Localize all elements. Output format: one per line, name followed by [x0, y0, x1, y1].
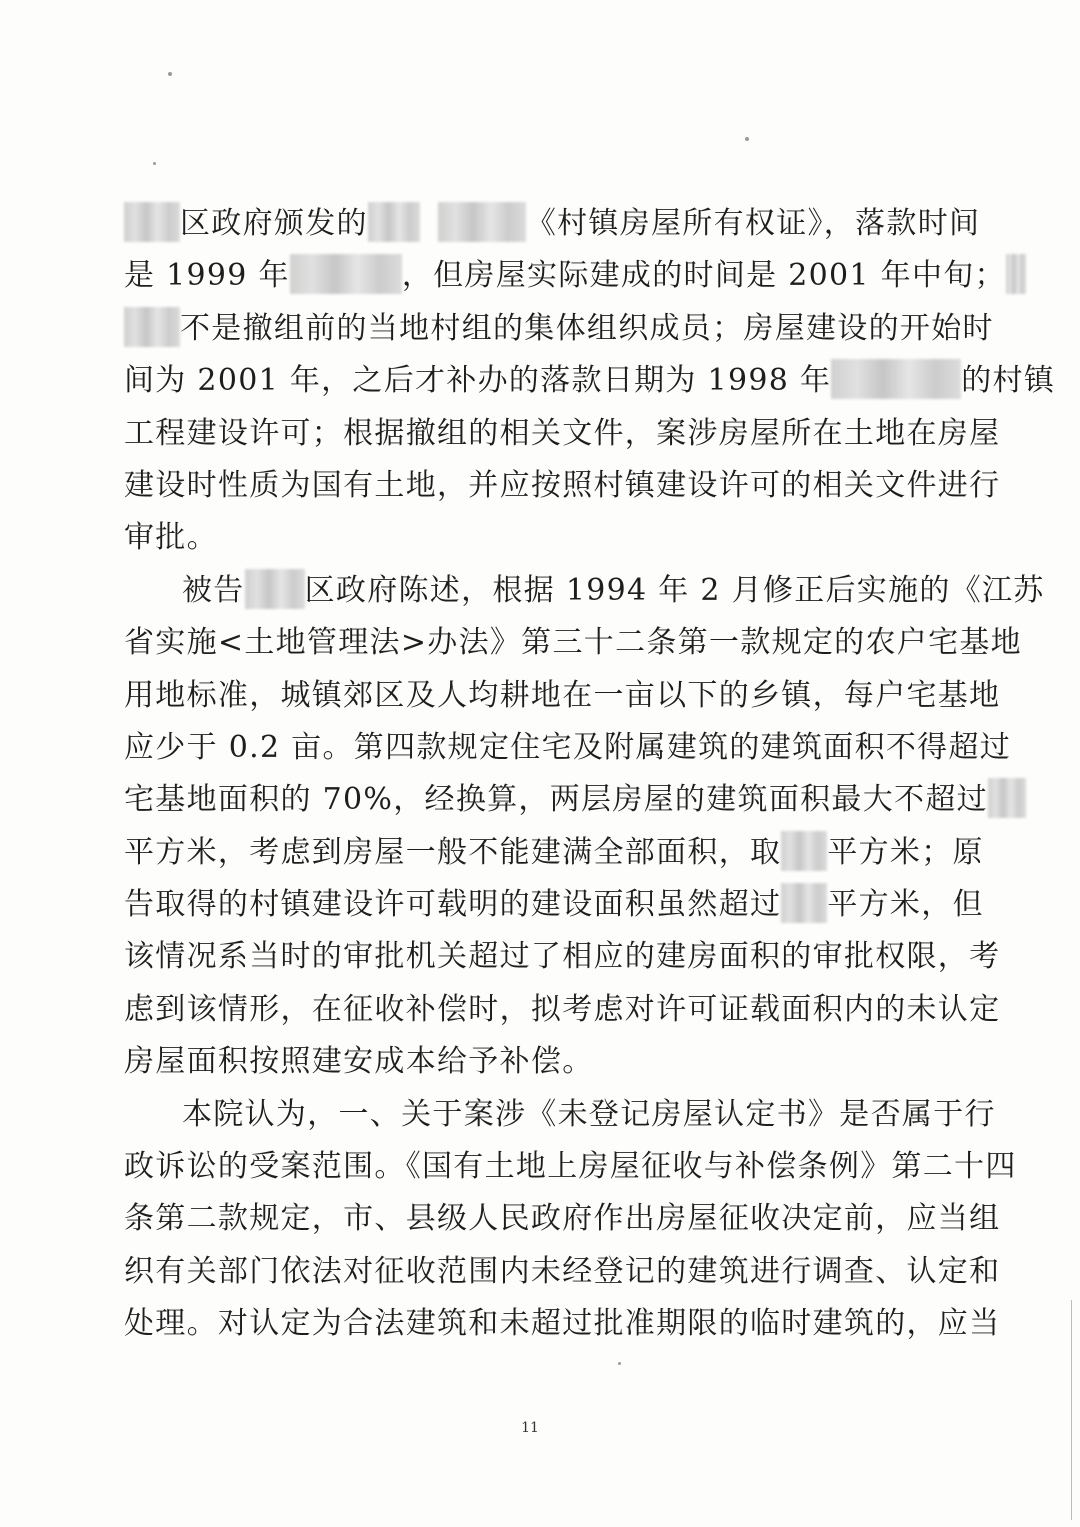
- text-line: [124, 617, 1022, 669]
- text-segment: 平方米；原: [827, 834, 984, 870]
- text-segment: 该情况系当时的审批机关超过了相应的建房面积的审批权限，考: [124, 939, 1001, 975]
- text-segment: 房屋面积按照建安成本给予补偿。: [124, 1044, 594, 1080]
- text-line: [124, 1036, 944, 1088]
- text-line: [124, 303, 994, 355]
- text-segment: 《村镇房屋所有权证》，落款时间: [525, 206, 981, 241]
- text-segment: 应少于 0.2 亩。第四款规定住宅及附属建筑的建筑面积不得超过: [124, 729, 1012, 765]
- redaction-block: [1006, 254, 1026, 294]
- text-segment: 告取得的村镇建设许可载明的建设面积虽然超过: [124, 887, 782, 923]
- text-segment: 织有关部门依法对征收范围内未经登记的建筑进行调查、认定和: [124, 1253, 1001, 1289]
- text-segment: 建设时性质为国有土地，并应按照村镇建设许可的相关文件进行: [124, 467, 1001, 503]
- text-segment: 区政府陈述，根据 1994 年 2 月修正后实施的《江苏: [304, 572, 1045, 608]
- text-line: [124, 1089, 996, 1141]
- text-line: [124, 198, 981, 250]
- redaction-block: [988, 778, 1026, 818]
- text-line: [124, 355, 1056, 407]
- text-line: [124, 722, 1012, 774]
- text-segment: 平方米，但: [827, 887, 984, 923]
- text-line: [124, 984, 1001, 1036]
- text-segment: 本院认为，一、关于案涉《未登记房屋认定书》是否属于行: [182, 1096, 996, 1132]
- text-line: [124, 250, 1006, 302]
- redaction-block: [781, 831, 827, 871]
- scan-edge-line: [1071, 1300, 1072, 1520]
- text-segment: 被告: [182, 572, 245, 608]
- redaction-block: [290, 254, 402, 294]
- text-line: [124, 670, 1001, 722]
- text-segment: 用地标准，城镇郊区及人均耕地在一亩以下的乡镇，每户宅基地: [124, 677, 1001, 713]
- text-line: [124, 827, 984, 879]
- text-line: [124, 879, 984, 931]
- page-number: 11: [521, 1420, 539, 1436]
- text-line: [124, 1141, 1017, 1193]
- text-segment: 工程建设许可；根据撤组的相关文件，案涉房屋所在土地在房屋: [124, 415, 1001, 451]
- text-line: [124, 1193, 1001, 1245]
- redaction-block: [245, 569, 305, 609]
- redaction-block: [368, 202, 420, 242]
- text-line: [124, 408, 1001, 460]
- redaction-block: [438, 202, 526, 242]
- text-segment: 不是撤组前的当地村组的集体组织成员；房屋建设的开始时: [180, 310, 994, 346]
- text-segment: 条第二款规定，市、县级人民政府作出房屋征收决定前，应当组: [124, 1201, 1001, 1237]
- text-line: [124, 931, 1001, 983]
- text-segment: 政诉讼的受案范围。《国有土地上房屋征收与补偿条例》第二十四: [124, 1149, 1017, 1185]
- redaction-block: [124, 307, 180, 347]
- scan-speck: [618, 1362, 621, 1365]
- text-line: [124, 774, 988, 826]
- scan-speck: [745, 137, 749, 141]
- text-segment: 处理。对认定为合法建筑和未超过批准期限的临时建筑的，应当: [124, 1306, 1001, 1342]
- text-segment: 平方米，考虑到房屋一般不能建满全部面积，取: [124, 834, 782, 870]
- text-line: [124, 1246, 1001, 1298]
- text-segment: 区政府颁发的: [180, 206, 368, 241]
- text-segment: 间为 2001 年，之后才补办的落款日期为 1998 年: [124, 363, 832, 399]
- text-segment: 是 1999 年: [124, 258, 290, 294]
- scan-speck: [168, 72, 172, 76]
- text-line: [124, 460, 1001, 512]
- text-segment: 审批。: [124, 520, 218, 556]
- text-segment: 省实施<土地管理法>办法》第三十二条第一款规定的农户宅基地: [124, 625, 1022, 661]
- scan-speck: [153, 162, 156, 165]
- text-line: [124, 512, 944, 564]
- redaction-block: [124, 202, 180, 242]
- text-segment: 的村镇: [961, 363, 1056, 399]
- text-line: [124, 565, 1045, 617]
- text-segment: 虑到该情形，在征收补偿时，拟考虑对许可证载面积内的未认定: [124, 991, 1001, 1027]
- document-body: [124, 198, 1056, 1351]
- text-line: [124, 1298, 1001, 1350]
- redaction-block: [781, 883, 827, 923]
- redaction-block: [831, 359, 961, 399]
- text-segment: ，但房屋实际建成的时间是 2001 年中旬；: [401, 258, 1006, 294]
- text-segment: 宅基地面积的 70%，经换算，两层房屋的建筑面积最大不超过: [124, 782, 988, 818]
